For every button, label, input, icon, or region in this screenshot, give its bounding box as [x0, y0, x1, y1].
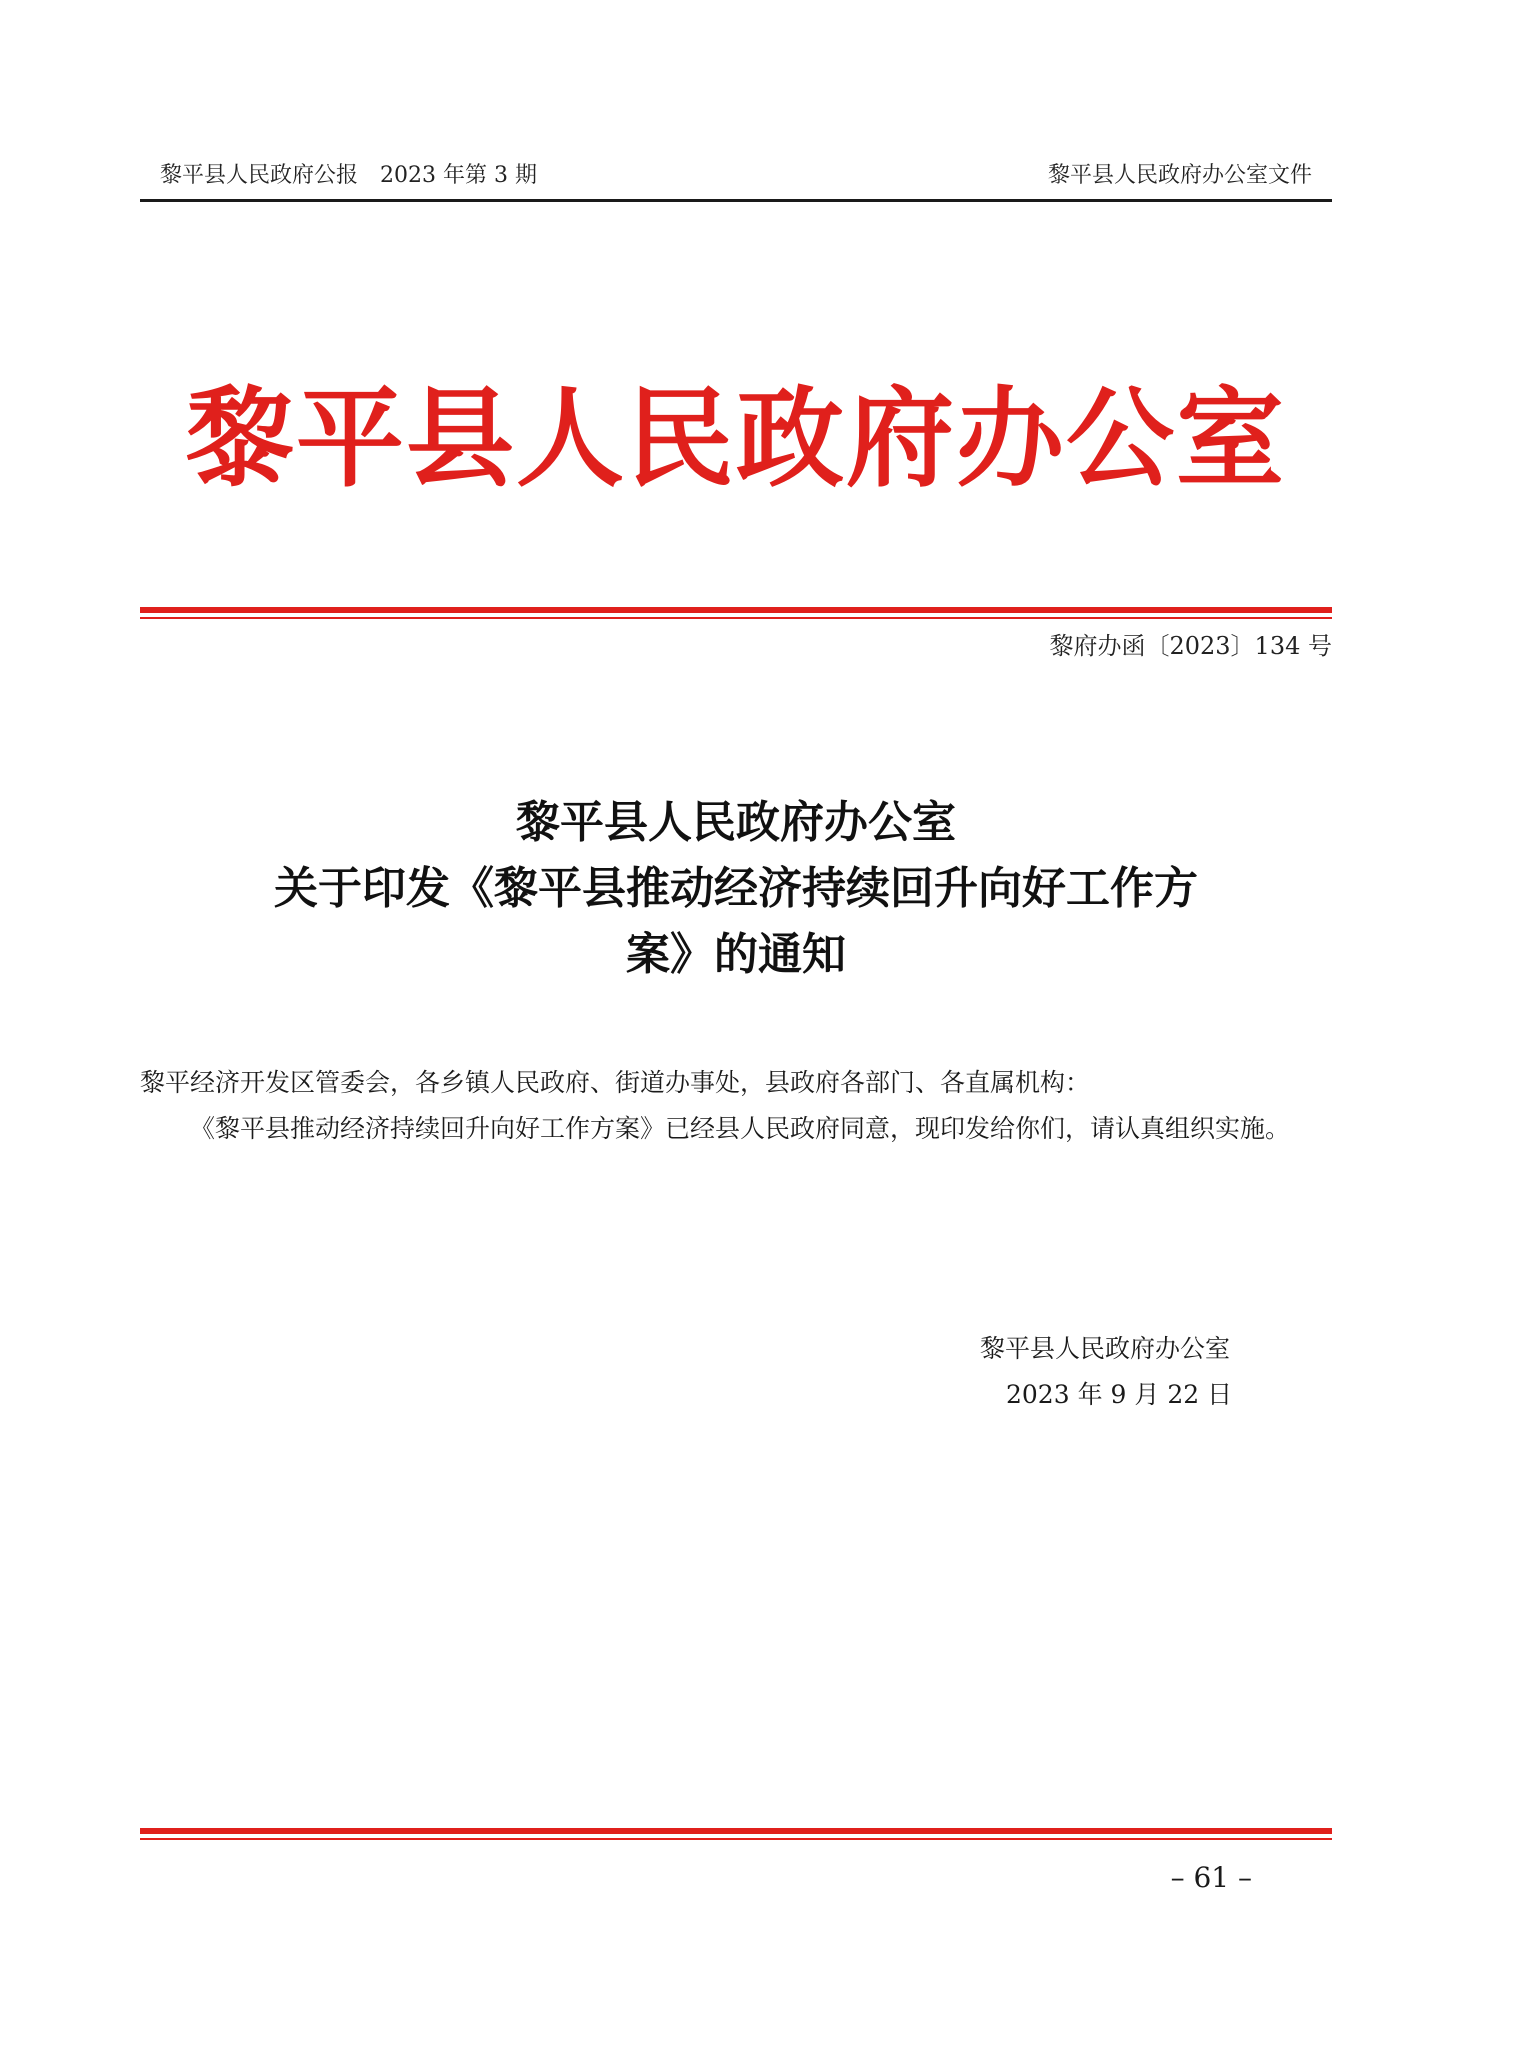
page-number: – 61 – [1170, 1861, 1252, 1894]
header-rule [140, 199, 1332, 202]
title-line-3: 案》的通知 [626, 929, 846, 980]
document-body [140, 1060, 1332, 1152]
issue-date: 2023 年 9 月 22 日 [1006, 1380, 1233, 1409]
document-type-label: 黎平县人民政府办公室文件 [1047, 163, 1312, 188]
running-header [140, 158, 1332, 202]
red-masthead: 黎平县人民政府办公室 [185, 377, 1286, 502]
gazette-issue-label: 黎平县人民政府公报 2023 年第 3 期 [160, 163, 537, 188]
title-line-1: 黎平县人民政府办公室 [516, 797, 956, 848]
body-paragraph: 《黎平县推动经济持续回升向好工作方案》已经县人民政府同意，现印发给你们，请认真组织实施。 [190, 1114, 1291, 1143]
signature-block [980, 1326, 1280, 1418]
masthead-rule-thin [140, 617, 1332, 619]
masthead-rule-thick [140, 607, 1332, 613]
addressees: 黎平经济开发区管委会，各乡镇人民政府、街道办事处，县政府各部门、各直属机构： [140, 1068, 1091, 1097]
title-line-2: 关于印发《黎平县推动经济持续回升向好工作方 [274, 863, 1198, 914]
issuing-organization: 黎平县人民政府办公室 [980, 1334, 1231, 1363]
footer-rule-thin [140, 1838, 1332, 1840]
document-title [140, 790, 1332, 988]
footer-rule-thick [140, 1828, 1332, 1834]
document-number: 黎府办函〔2023〕134 号 [1049, 632, 1332, 660]
